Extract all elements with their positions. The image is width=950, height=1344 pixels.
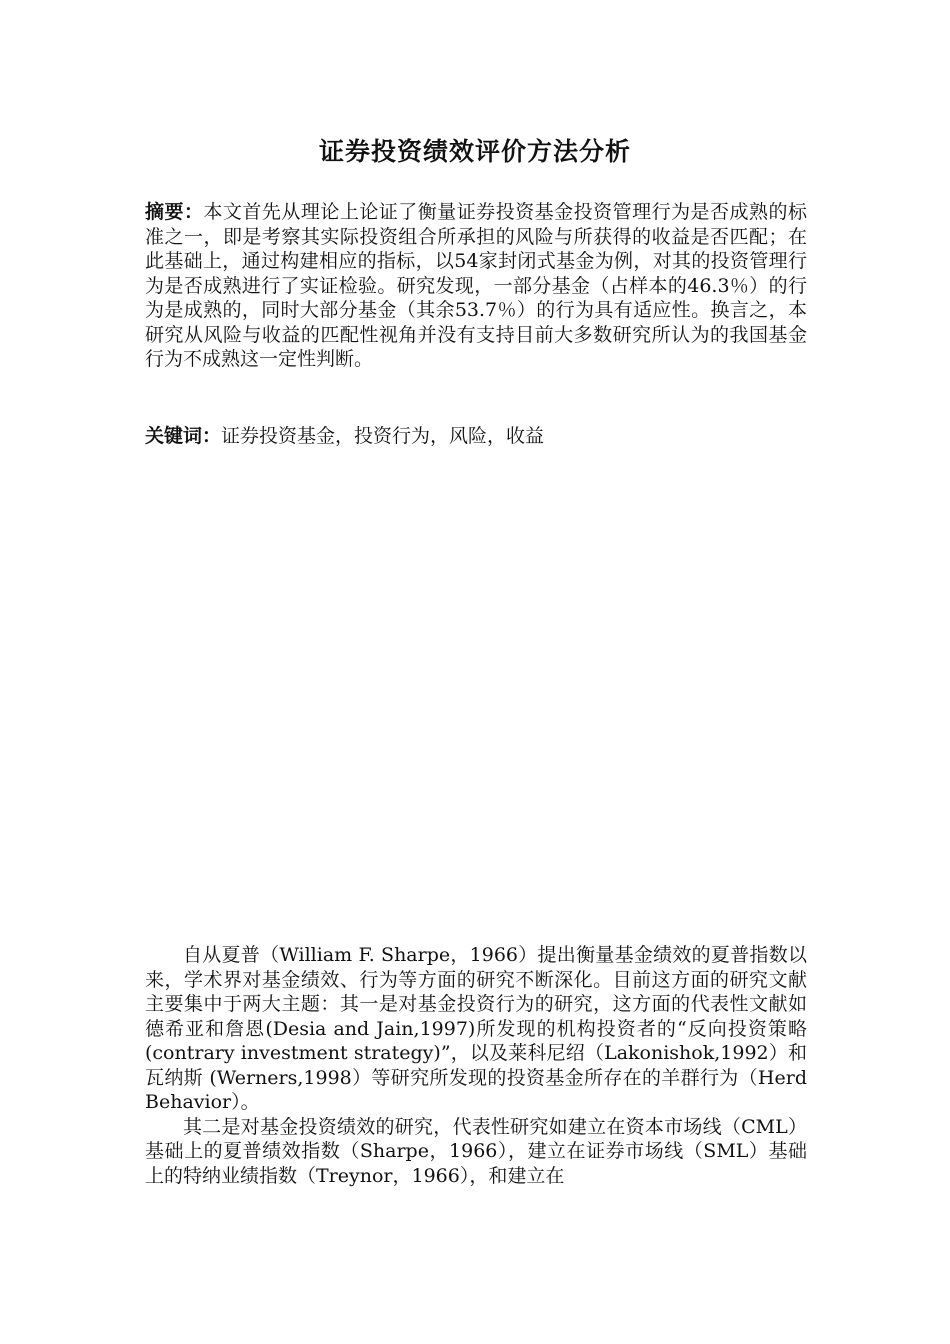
keywords-section <box>145 424 807 449</box>
body-paragraph-1: 自从夏普（William F. Sharpe，1966）提出衡量基金绩效的夏普指数以来，学术界对基金绩效、行为等方面的研究不断深化。目前这方面的研究文献主要集中于两大主题：其一是对基金投资行为的研究，这方面的代表性文献如德希亚和詹恩(Desia and Jain,1997)所发现的机构投资者的“反向投资策略(contrary investment strategy)”，以及莱科尼绍（Lakonishok,1992）和瓦纳斯 (Werners,1998）等研究所发现的投资基金所存在的羊群行为（Herd Behavior）。 <box>145 944 807 1113</box>
body-paragraph-2: 其二是对基金投资绩效的研究，代表性研究如建立在资本市场线（CML）基础上的夏普绩效指数（Sharpe，1966），建立在证券市场线（SML）基础上的特纳业绩指数（Treynor，1966），和建立在 <box>145 1115 807 1187</box>
document-title: 证券投资绩效评价方法分析 <box>318 137 631 166</box>
abstract-label: 摘要： <box>145 201 204 223</box>
keywords-text: 证券投资基金，投资行为，风险，收益 <box>221 425 545 447</box>
abstract-text: 本文首先从理论上论证了衡量证券投资基金投资管理行为是否成熟的标准之一，即是考察其实际投资组合所承担的风险与所获得的收益是否匹配；在此基础上，通过构建相应的指标，以54家封闭式基金为例，对其的投资管理行为是否成熟进行了实证检验。研究发现，一部分基金（占样本的46.3％）的行为是成熟的，同时大部分基金（其余53.7％）的行为具有适应性。换言之，本研究从风险与收益的匹配性视角并没有支持目前大多数研究所认为的我国基金行为不成熟这一定性判断。 <box>145 201 807 370</box>
keywords-label: 关键词： <box>145 425 222 447</box>
body-section <box>145 943 807 1188</box>
abstract-section <box>145 200 807 372</box>
